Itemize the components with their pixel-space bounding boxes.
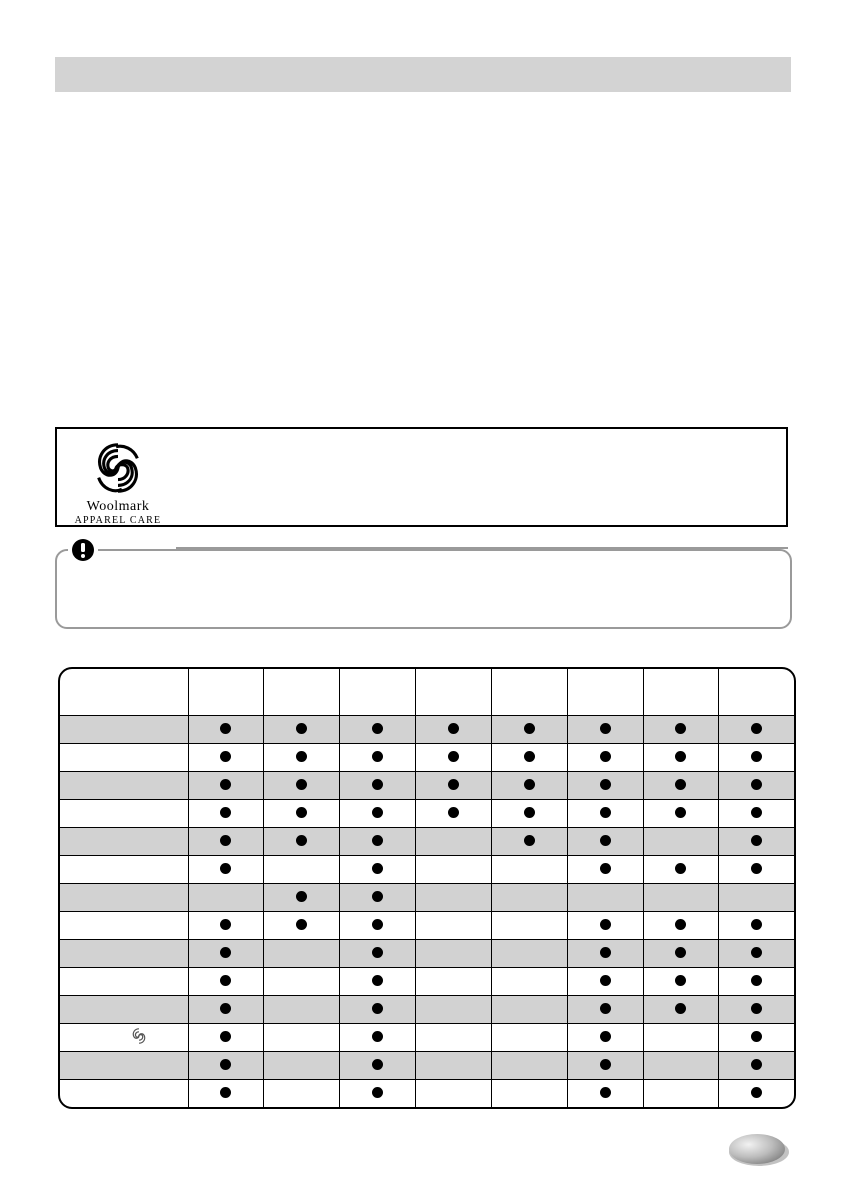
compatible-dot (751, 919, 762, 930)
compatibility-cell (339, 800, 415, 828)
compatible-dot (372, 863, 383, 874)
compatibility-cell (567, 716, 643, 744)
compatibility-cell (415, 716, 491, 744)
compatibility-cell (643, 828, 718, 856)
row-label-cell (60, 1080, 188, 1108)
compatibility-cell (339, 912, 415, 940)
compatibility-cell (188, 996, 263, 1024)
compatible-dot (600, 1087, 611, 1098)
compatibility-cell (188, 856, 263, 884)
compatibility-cell (718, 940, 794, 968)
compatible-dot (600, 779, 611, 790)
header-cell (643, 669, 718, 716)
header-cell (415, 669, 491, 716)
compatible-dot (220, 919, 231, 930)
compatible-dot (220, 835, 231, 846)
compatibility-cell (188, 800, 263, 828)
compatibility-cell (263, 744, 339, 772)
row-label-cell (60, 884, 188, 912)
compatibility-cell (188, 772, 263, 800)
compatible-dot (372, 779, 383, 790)
table-row (60, 828, 794, 856)
compatible-dot (524, 779, 535, 790)
compatibility-cell (415, 772, 491, 800)
table-row (60, 968, 794, 996)
compatibility-cell (188, 884, 263, 912)
compatibility-cell (491, 856, 567, 884)
compatibility-cell (643, 772, 718, 800)
compatibility-cell (567, 996, 643, 1024)
compatibility-cell (567, 744, 643, 772)
compatible-dot (524, 723, 535, 734)
compatibility-cell (643, 856, 718, 884)
compatibility-cell (263, 940, 339, 968)
compatibility-cell (339, 856, 415, 884)
compatible-dot (372, 835, 383, 846)
compatibility-cell (718, 912, 794, 940)
header-cell (339, 669, 415, 716)
compatible-dot (296, 751, 307, 762)
compatibility-cell (643, 1080, 718, 1108)
compatibility-cell (188, 912, 263, 940)
compatible-dot (600, 947, 611, 958)
compatible-dot (448, 807, 459, 818)
compatibility-cell (491, 884, 567, 912)
compatibility-cell (643, 996, 718, 1024)
compatibility-cell (415, 744, 491, 772)
row-label-cell (60, 716, 188, 744)
row-label-cell (60, 744, 188, 772)
row-label-cell (60, 912, 188, 940)
compatibility-cell (643, 1024, 718, 1052)
compatibility-cell (643, 912, 718, 940)
compatible-dot (220, 751, 231, 762)
table-row (60, 1052, 794, 1080)
table-row (60, 996, 794, 1024)
table-row (60, 772, 794, 800)
compatible-dot (600, 1003, 611, 1014)
compatibility-cell (188, 1052, 263, 1080)
compatible-dot (600, 1059, 611, 1070)
header-cell (491, 669, 567, 716)
compatibility-cell (415, 856, 491, 884)
compatibility-cell (491, 800, 567, 828)
compatibility-cell (263, 996, 339, 1024)
compatibility-cell (263, 1080, 339, 1108)
compatibility-cell (491, 716, 567, 744)
compatibility-cell (188, 968, 263, 996)
compatible-dot (751, 1003, 762, 1014)
compatibility-cell (567, 800, 643, 828)
header-cell (263, 669, 339, 716)
compatible-dot (372, 1003, 383, 1014)
compatibility-cell (491, 996, 567, 1024)
header-cell (718, 669, 794, 716)
woolmark-icon (89, 439, 147, 497)
compatibility-cell (643, 716, 718, 744)
compatibility-cell (339, 828, 415, 856)
compatible-dot (372, 919, 383, 930)
compatibility-cell (339, 884, 415, 912)
compatible-dot (751, 835, 762, 846)
row-label-cell (60, 968, 188, 996)
compatibility-cell (339, 968, 415, 996)
compatibility-cell (263, 1024, 339, 1052)
compatible-dot (220, 947, 231, 958)
compatibility-cell (567, 1052, 643, 1080)
compatibility-cell (415, 996, 491, 1024)
compatibility-cell (188, 1080, 263, 1108)
compatible-dot (372, 751, 383, 762)
compatible-dot (751, 723, 762, 734)
compatibility-cell (567, 940, 643, 968)
compatibility-cell (491, 968, 567, 996)
note-header-line (176, 547, 788, 549)
compatibility-cell (415, 828, 491, 856)
compatible-dot (600, 919, 611, 930)
compatible-dot (600, 751, 611, 762)
compatible-dot (600, 863, 611, 874)
compatibility-cell (643, 968, 718, 996)
compatible-dot (751, 947, 762, 958)
compatibility-cell (415, 1052, 491, 1080)
compatibility-cell (643, 800, 718, 828)
exclamation-icon (72, 539, 94, 561)
compatibility-cell (567, 828, 643, 856)
compatibility-cell (718, 1024, 794, 1052)
compatibility-cell (339, 1052, 415, 1080)
compatible-dot (751, 779, 762, 790)
compatibility-cell (567, 772, 643, 800)
compatibility-cell (567, 856, 643, 884)
compatible-dot (675, 919, 686, 930)
compatibility-cell (263, 884, 339, 912)
compatible-dot (220, 1059, 231, 1070)
compatibility-cell (339, 744, 415, 772)
compatibility-cell (718, 1080, 794, 1108)
compatible-dot (751, 807, 762, 818)
compatibility-cell (643, 1052, 718, 1080)
compatibility-cell (491, 772, 567, 800)
compatibility-cell (718, 828, 794, 856)
note-box (55, 549, 792, 629)
compatible-dot (296, 835, 307, 846)
compatible-dot (600, 807, 611, 818)
compatible-dot (675, 1003, 686, 1014)
compatibility-cell (415, 968, 491, 996)
compatibility-cell (718, 856, 794, 884)
compatibility-cell (415, 912, 491, 940)
compatibility-cell (643, 940, 718, 968)
compatible-dot (751, 863, 762, 874)
compatible-dot (675, 863, 686, 874)
compatible-dot (296, 891, 307, 902)
compatibility-cell (718, 996, 794, 1024)
table-row (60, 1024, 794, 1052)
compatibility-cell (718, 772, 794, 800)
compatibility-cell (263, 716, 339, 744)
compatibility-cell (263, 968, 339, 996)
compatible-dot (675, 975, 686, 986)
compatibility-cell (263, 772, 339, 800)
compatibility-cell (718, 716, 794, 744)
compatible-dot (675, 723, 686, 734)
compatible-dot (448, 723, 459, 734)
compatibility-cell (718, 800, 794, 828)
compatibility-cell (263, 912, 339, 940)
compatibility-cell (415, 884, 491, 912)
compatible-dot (372, 891, 383, 902)
header-cell (567, 669, 643, 716)
compatible-dot (675, 947, 686, 958)
compatible-dot (600, 1031, 611, 1042)
compatible-dot (220, 807, 231, 818)
compatibility-cell (567, 968, 643, 996)
compatible-dot (675, 779, 686, 790)
compatibility-cell (491, 1024, 567, 1052)
compatible-dot (600, 975, 611, 986)
compatibility-cell (263, 1052, 339, 1080)
compatible-dot (220, 779, 231, 790)
compatible-dot (372, 1059, 383, 1070)
compatibility-cell (491, 1080, 567, 1108)
compatibility-cell (188, 716, 263, 744)
compatibility-cell (491, 744, 567, 772)
woolmark-info-box (55, 427, 788, 527)
compatible-dot (600, 723, 611, 734)
compatibility-cell (491, 940, 567, 968)
header-cell (188, 669, 263, 716)
compatible-dot (675, 751, 686, 762)
compatible-dot (296, 919, 307, 930)
table-row (60, 856, 794, 884)
compatible-dot (220, 863, 231, 874)
compatible-dot (372, 807, 383, 818)
compatible-dot (751, 1087, 762, 1098)
table-row (60, 940, 794, 968)
compatibility-cell (263, 828, 339, 856)
compatibility-cell (339, 1080, 415, 1108)
woolmark-logo (73, 439, 163, 524)
compatibility-cell (188, 744, 263, 772)
compatible-dot (220, 1031, 231, 1042)
compatible-dot (448, 779, 459, 790)
compatible-dot (220, 723, 231, 734)
compatible-dot (751, 751, 762, 762)
row-label-cell (60, 996, 188, 1024)
compatibility-cell (415, 800, 491, 828)
page-number-badge (728, 1133, 790, 1167)
compatible-dot (296, 779, 307, 790)
row-label-cell (60, 940, 188, 968)
row-label-cell (60, 856, 188, 884)
compatible-dot (524, 807, 535, 818)
compatible-dot (372, 947, 383, 958)
table-header-row (60, 669, 794, 716)
compatibility-cell (718, 1052, 794, 1080)
compatibility-cell (567, 1024, 643, 1052)
compatible-dot (372, 975, 383, 986)
row-label-cell (60, 1024, 188, 1052)
row-label-cell (60, 828, 188, 856)
compatibility-cell (188, 828, 263, 856)
compatible-dot (751, 1059, 762, 1070)
compatible-dot (296, 723, 307, 734)
compatible-dot (372, 1031, 383, 1042)
compatibility-cell (643, 744, 718, 772)
compatibility-cell (567, 884, 643, 912)
compatible-dot (524, 751, 535, 762)
table-row (60, 800, 794, 828)
program-compatibility-table (58, 667, 796, 1109)
compatible-dot (675, 807, 686, 818)
compatibility-cell (718, 744, 794, 772)
compatibility-cell (718, 884, 794, 912)
compatible-dot (220, 975, 231, 986)
woolmark-subtitle: APPAREL CARE (74, 515, 162, 526)
compatibility-cell (263, 800, 339, 828)
compatible-dot (372, 1087, 383, 1098)
compatibility-cell (491, 912, 567, 940)
row-label-cell (60, 772, 188, 800)
woolmark-title: Woolmark (86, 499, 150, 514)
table-row (60, 716, 794, 744)
table-row (60, 912, 794, 940)
compatible-dot (524, 835, 535, 846)
table-row (60, 884, 794, 912)
compatibility-cell (491, 828, 567, 856)
compatible-dot (220, 1087, 231, 1098)
header-cell (60, 669, 188, 716)
compatible-dot (220, 1003, 231, 1014)
compatible-dot (372, 723, 383, 734)
row-label-cell (60, 800, 188, 828)
compatible-dot (448, 751, 459, 762)
compatibility-cell (188, 1024, 263, 1052)
compatibility-cell (339, 716, 415, 744)
compatibility-cell (188, 940, 263, 968)
compatibility-cell (567, 912, 643, 940)
compatibility-cell (718, 968, 794, 996)
compatibility-cell (415, 940, 491, 968)
compatible-dot (600, 835, 611, 846)
compatibility-cell (339, 1024, 415, 1052)
compatible-dot (296, 807, 307, 818)
compatibility-cell (339, 940, 415, 968)
table-row (60, 744, 794, 772)
table-row (60, 1080, 794, 1108)
row-label-cell (60, 1052, 188, 1080)
compatibility-cell (643, 884, 718, 912)
compatible-dot (751, 975, 762, 986)
compatibility-cell (491, 1052, 567, 1080)
woolmark-icon (130, 1027, 148, 1048)
compatibility-cell (415, 1024, 491, 1052)
section-header-bar (55, 57, 791, 92)
compatibility-cell (339, 772, 415, 800)
compatibility-cell (263, 856, 339, 884)
compatibility-cell (567, 1080, 643, 1108)
compatibility-cell (415, 1080, 491, 1108)
compatibility-cell (339, 996, 415, 1024)
compatible-dot (751, 1031, 762, 1042)
